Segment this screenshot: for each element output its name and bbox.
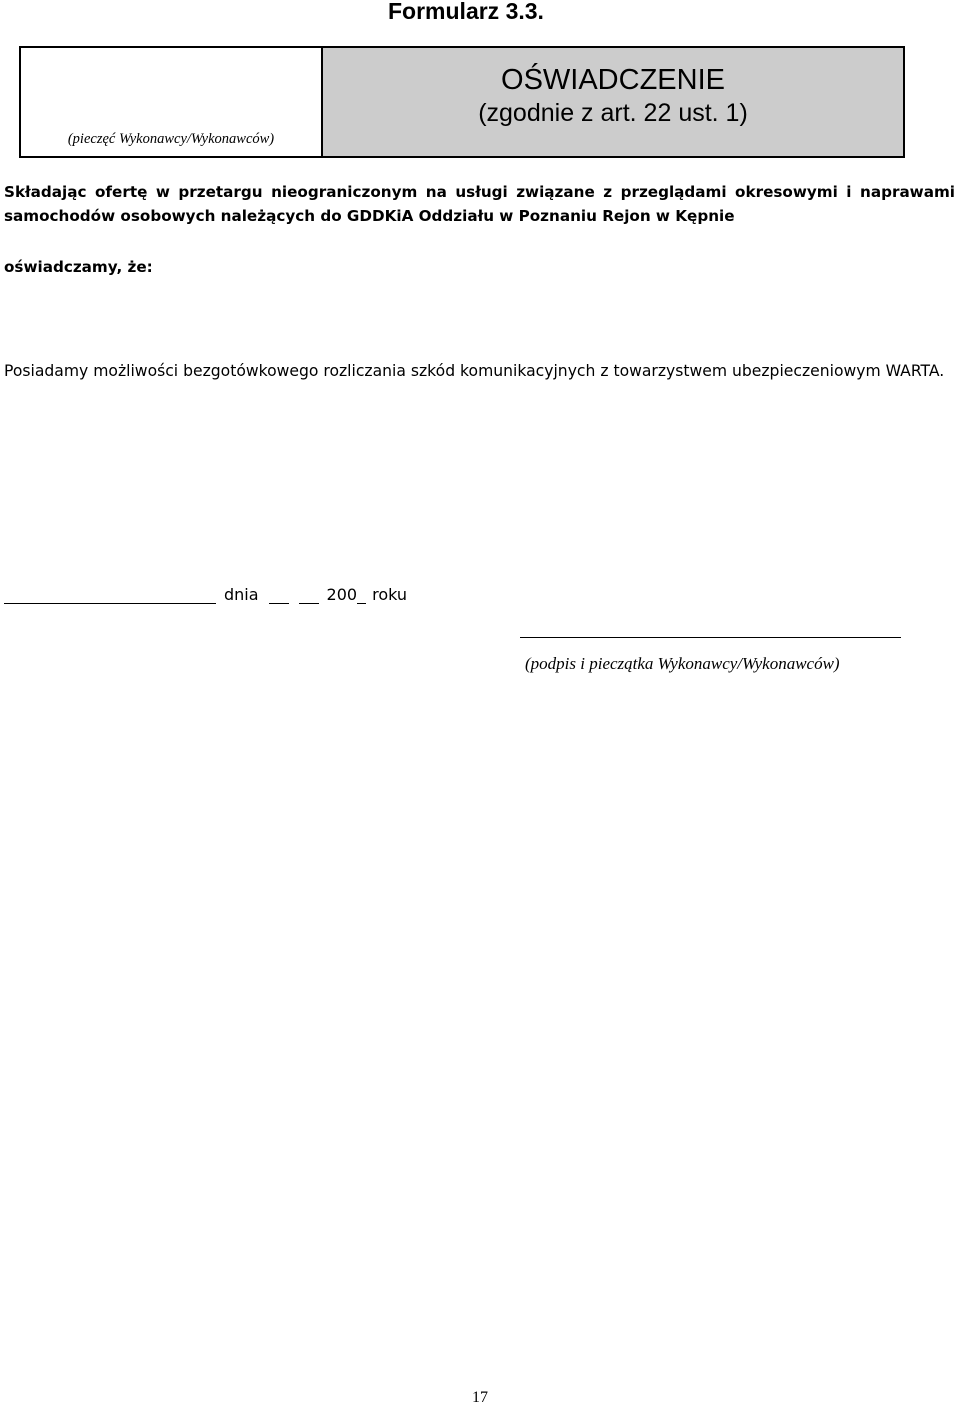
- title-box: [323, 48, 903, 156]
- header-table: [19, 46, 905, 158]
- document-subtitle: (zgodnie z art. 22 ust. 1): [478, 99, 748, 127]
- document-title: OŚWIADCZENIE: [501, 64, 725, 96]
- declaration-lead: oświadczamy, że:: [4, 258, 153, 276]
- year-word: roku: [372, 585, 408, 604]
- date-word: dnia: [224, 585, 259, 604]
- month-blank[interactable]: [299, 583, 319, 604]
- signature-line[interactable]: [520, 637, 901, 638]
- page-number: 17: [472, 1389, 488, 1406]
- year-prefix: 200: [326, 585, 358, 604]
- year-blank[interactable]: [357, 583, 366, 604]
- statement-paragraph: Posiadamy możliwości bezgotówkowego rozliczania szkód komunikacyjnych z towarzystwem ubezpieczeniowym WARTA.: [4, 362, 945, 380]
- intro-paragraph: Składając ofertę w przetargu nieograniczonym na usługi związane z przeglądami okresowymi i naprawami samochodów osobowych należących do GDDKiA Oddziału w Poznaniu Rejon w Kępnie: [4, 183, 955, 225]
- day-blank[interactable]: [269, 583, 289, 604]
- stamp-label: (pieczęć Wykonawcy/Wykonawców): [67, 131, 275, 147]
- stamp-box: [21, 48, 323, 156]
- date-line: [4, 583, 407, 604]
- place-blank[interactable]: [4, 583, 216, 604]
- form-title: Formularz 3.3.: [388, 0, 544, 24]
- signature-label: (podpis i pieczątka Wykonawcy/Wykonawców): [525, 654, 840, 673]
